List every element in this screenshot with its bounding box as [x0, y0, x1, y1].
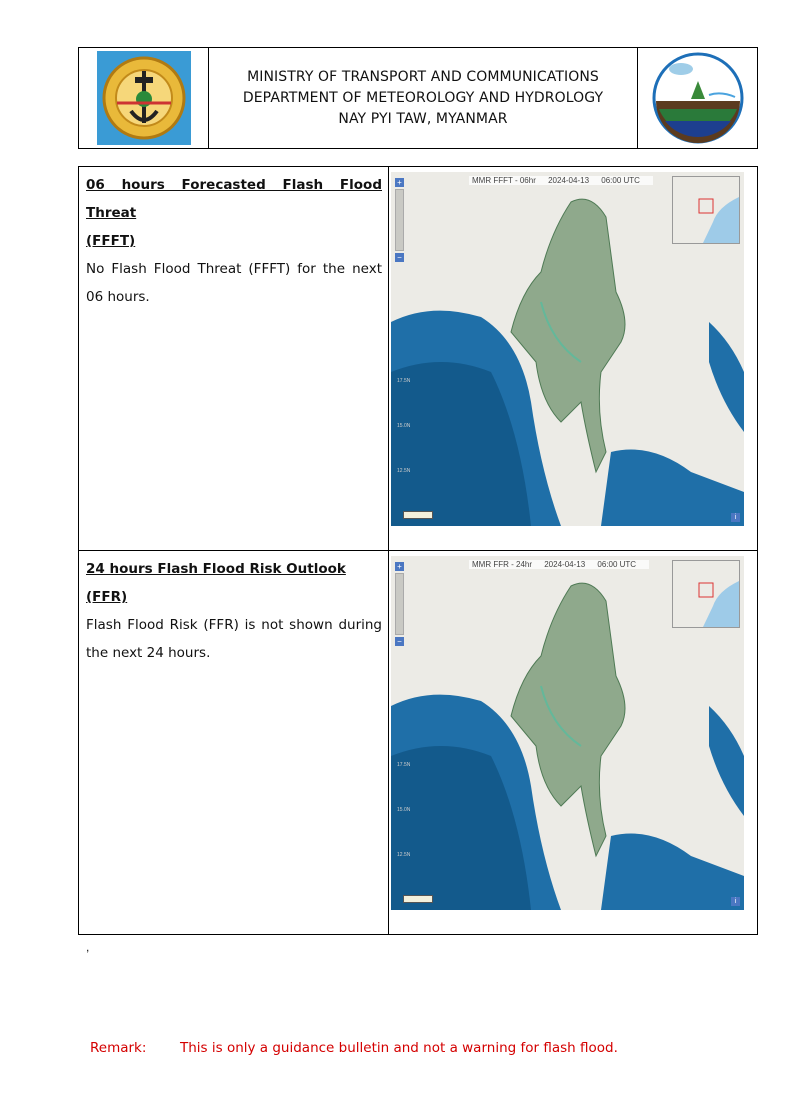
ffft-body: No Flash Flood Threat (FFFT) for the next 06 hours.	[86, 261, 382, 305]
info-icon[interactable]: i	[731, 897, 740, 906]
stray-comma: ,	[86, 940, 90, 954]
location-title: NAY PYI TAW, MYANMAR	[338, 111, 508, 127]
ffft-map[interactable]	[391, 172, 744, 526]
zoom-out-icon[interactable]: −	[395, 253, 404, 262]
ffft-scale-bar	[403, 511, 433, 519]
zoom-in-icon[interactable]: +	[395, 562, 404, 571]
remark-label: Remark:	[90, 1040, 147, 1056]
ffft-map-product: MMR FFFT - 06hr	[472, 176, 536, 185]
svg-text:17.5N: 17.5N	[397, 378, 411, 384]
ffr-map-title	[469, 560, 649, 569]
ffft-heading-abbrev: (FFFT)	[86, 233, 136, 249]
ffft-map-cell	[389, 167, 757, 550]
ministry-title: MINISTRY OF TRANSPORT AND COMMUNICATIONS	[247, 69, 599, 85]
hydrology-cycle-icon	[651, 51, 745, 145]
zoom-slider[interactable]	[395, 573, 404, 635]
ffft-zoom-control[interactable]	[395, 178, 404, 262]
remark-line	[90, 1040, 618, 1056]
ffr-scale-bar	[403, 895, 433, 903]
info-icon[interactable]: i	[731, 513, 740, 522]
ffr-text-cell	[79, 551, 389, 934]
svg-text:12.5N: 12.5N	[397, 852, 411, 858]
remark-text: This is only a guidance bulletin and not a warning for flash flood.	[180, 1040, 618, 1056]
svg-text:17.5N: 17.5N	[397, 762, 411, 768]
ministry-emblem-icon	[97, 51, 191, 145]
ffr-body: Flash Flood Risk (FFR) is not shown during the next 24 hours.	[86, 617, 382, 661]
left-logo-cell	[79, 48, 209, 148]
bulletin-header	[78, 47, 758, 149]
ffft-overview-inset[interactable]	[672, 176, 740, 244]
ffr-map-time: 06:00 UTC	[597, 560, 637, 569]
zoom-out-icon[interactable]: −	[395, 637, 404, 646]
department-title: DEPARTMENT OF METEOROLOGY AND HYDROLOGY	[242, 90, 604, 106]
ffr-map-date: 2024-04-13	[544, 560, 586, 569]
svg-text:15.0N: 15.0N	[397, 807, 411, 813]
forecast-table	[78, 166, 758, 935]
header-title-block	[209, 48, 638, 148]
ffft-map-time: 06:00 UTC	[601, 176, 640, 185]
right-logo-cell	[638, 48, 757, 148]
svg-text:15.0N: 15.0N	[397, 423, 411, 429]
ffr-zoom-control[interactable]	[395, 562, 404, 646]
zoom-in-icon[interactable]: +	[395, 178, 404, 187]
ffft-heading: 06 hours Forecasted Flash Flood Threat	[86, 177, 382, 221]
ffr-row	[79, 551, 757, 934]
ffr-map[interactable]	[391, 556, 744, 910]
zoom-slider[interactable]	[395, 189, 404, 251]
ffr-map-product: MMR FFR - 24hr	[472, 560, 532, 569]
ffft-map-date: 2024-04-13	[548, 176, 590, 185]
ffft-map-title	[469, 176, 653, 185]
svg-text:12.5N: 12.5N	[397, 468, 411, 474]
ffft-row	[79, 167, 757, 551]
ffr-map-cell	[389, 551, 757, 934]
ffr-heading: 24 hours Flash Flood Risk Outlook (FFR)	[86, 561, 346, 605]
ffft-text-cell	[79, 167, 389, 550]
ffr-overview-inset[interactable]	[672, 560, 740, 628]
